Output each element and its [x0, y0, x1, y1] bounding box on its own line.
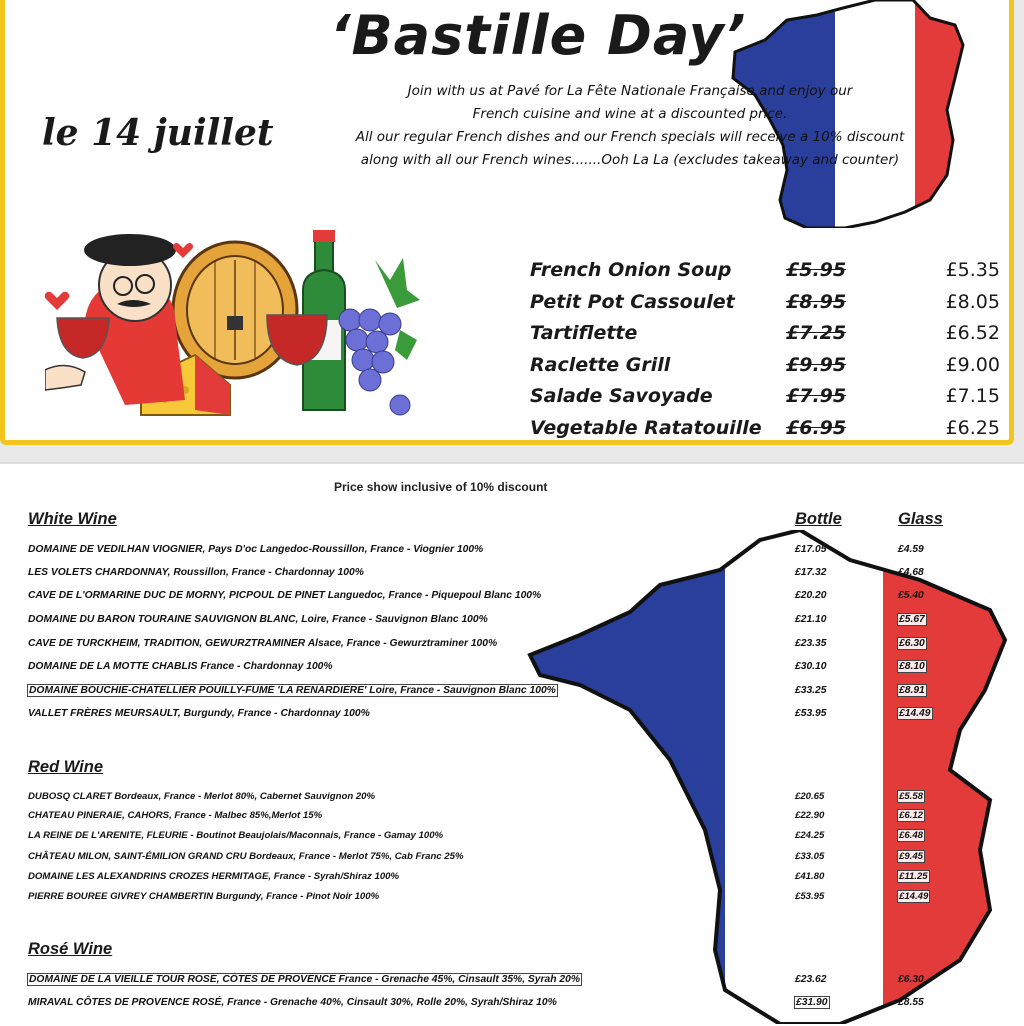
wine-name: CAVE DE L'ORMARINE DUC DE MORNY, PICPOUL DE PINET Languedoc, France - Piquepoul Blanc 100%	[28, 590, 542, 601]
glass-price: £5.67	[899, 614, 925, 625]
wine-row	[28, 544, 988, 562]
bottle-price: £33.25	[795, 685, 827, 696]
wine-row	[28, 708, 988, 726]
wine-row	[28, 590, 988, 608]
bottle-column-header: Bottle	[795, 510, 842, 528]
glass-price: £6.30	[899, 638, 925, 649]
dish-name: Vegetable Ratatouille	[530, 416, 762, 439]
dish-new-price: £6.52	[945, 322, 1000, 344]
wine-name: DOMAINE DU BARON TOURAINE SAUVIGNON BLANC, Loire, France - Sauvignon Blanc 100%	[28, 614, 488, 625]
dish-menu	[530, 259, 1000, 448]
bottle-price: £41.80	[795, 871, 825, 882]
bottle-price: £30.10	[795, 661, 827, 672]
bottle-price: £33.05	[795, 851, 825, 862]
glass-price: £5.58	[899, 791, 924, 802]
dish-row	[530, 322, 1000, 354]
bottle-price: £17.05	[795, 544, 827, 555]
wine-row	[28, 871, 988, 889]
bottle-price: £53.95	[795, 708, 827, 719]
wine-name: DUBOSQ CLARET Bordeaux, France - Merlot 80%, Cabernet Sauvignon 20%	[28, 791, 376, 802]
intro-line: along with all our French wines.......Ooh La La (excludes takeaway and counter)	[360, 152, 900, 168]
glass-price: £5.40	[898, 590, 924, 601]
wine-row	[28, 810, 988, 828]
glass-price: £14.49	[899, 891, 929, 902]
dish-new-price: £6.25	[945, 416, 1000, 439]
bottle-price: £21.10	[795, 614, 827, 625]
dish-name: Tartiflette	[530, 322, 638, 344]
glass-price: £14.49	[899, 708, 931, 719]
dish-old-price: £7.95	[786, 385, 847, 407]
heart-icon	[45, 292, 69, 310]
wine-row	[28, 638, 988, 656]
intro-text	[305, 80, 955, 172]
wine-row	[28, 851, 988, 869]
dish-old-price: £5.95	[786, 259, 847, 281]
dish-row	[530, 354, 1000, 386]
glass-price: £6.48	[899, 830, 924, 841]
wine-name: DOMAINE DE LA MOTTE CHABLIS France - Chardonnay 100%	[28, 661, 333, 672]
dish-name: Raclette Grill	[530, 353, 671, 376]
wine-row	[28, 974, 988, 992]
intro-line: Join with us at Pavé for La Fête Nationale Française and enjoy our	[407, 83, 853, 99]
glass-price: £6.12	[899, 810, 924, 821]
dish-row	[530, 259, 1000, 291]
dish-new-price: £9.00	[945, 353, 1000, 376]
wine-row	[28, 661, 988, 679]
wine-name: DOMAINE DE LA VIEILLE TOUR ROSÉ, CÔTES DE PROVENCE France - Grenache 45%, Cinsault 35%, Syrah 20%	[29, 974, 581, 985]
glass-price: £4.59	[898, 544, 924, 555]
dish-row	[530, 417, 1000, 449]
wine-row	[28, 567, 988, 585]
rose-wine-heading: Rosé Wine	[28, 940, 113, 958]
wine-name: VALLET FRÈRES MEURSAULT, Burgundy, France - Chardonnay 100%	[28, 708, 370, 719]
dish-old-price: £9.95	[786, 353, 847, 376]
wine-name: LES VOLETS CHARDONNAY, Roussillon, France - Chardonnay 100%	[28, 567, 364, 578]
page-title: ‘Bastille Day’	[330, 4, 747, 67]
wine-name: DOMAINE BOUCHIÉ-CHATELLIER POUILLY-FUMÉ 'LA RENARDIÈRE' Loire, France - Sauvignon Blanc 100%	[29, 685, 556, 696]
french-man-wine-cheese-illustration	[45, 220, 425, 425]
dish-old-price: £8.95	[786, 290, 847, 313]
glass-price: £8.91	[899, 685, 925, 696]
white-wine-heading: White Wine	[28, 510, 117, 528]
bottle-price: £23.35	[795, 638, 827, 649]
dish-old-price: £7.25	[786, 322, 847, 344]
heart-icon	[173, 243, 193, 258]
wine-name: MIRAVAL CÔTES DE PROVENCE ROSÉ, France - Grenache 40%, Cinsault 30%, Rolle 20%, Syrah/Shiraz 10%	[28, 997, 557, 1008]
glass-price: £6.30	[898, 974, 924, 985]
glass-price: £4.68	[898, 567, 924, 578]
bottle-price: £31.90	[796, 997, 828, 1008]
dish-new-price: £5.35	[945, 259, 1000, 281]
wine-name: CAVE DE TURCKHEIM, TRADITION, GEWURZTRAMINER Alsace, France - Gewurztraminer 100%	[28, 638, 498, 649]
dish-row	[530, 385, 1000, 417]
glass-price: £8.10	[899, 661, 925, 672]
wine-row	[28, 791, 988, 809]
dish-new-price: £7.15	[945, 385, 1000, 407]
wine-name: DOMAINE LES ALEXANDRINS CROZES HERMITAGE, France - Syrah/Shiraz 100%	[28, 871, 400, 882]
wine-name: LA REINE DE L'ARENITE, FLEURIE - Boutinot Beaujolais/Maconnais, France - Gamay 100%	[28, 830, 444, 841]
wine-name: CHATEAU PINERAIE, CAHORS, France - Malbec 85%,Merlot 15%	[28, 810, 323, 821]
intro-line: All our regular French dishes and our French specials will receive a 10% discount	[355, 129, 905, 145]
dish-new-price: £8.05	[945, 290, 1000, 313]
wine-name: PIERRE BOUREE GIVREY CHAMBERTIN Burgundy, France - Pinot Noir 100%	[28, 891, 380, 902]
grapes-icon	[339, 309, 410, 415]
dish-old-price: £6.95	[786, 416, 847, 439]
wine-row	[28, 830, 988, 848]
wine-row	[28, 891, 988, 909]
bottle-price: £20.20	[795, 590, 827, 601]
glass-price: £9.45	[899, 851, 924, 862]
bottle-price: £53.95	[795, 891, 825, 902]
bottle-price: £17.32	[795, 567, 827, 578]
dish-name: Salade Savoyade	[530, 385, 713, 407]
red-wine-heading: Red Wine	[28, 758, 104, 776]
glass-price: £11.25	[899, 871, 928, 882]
bottle-price: £20.65	[795, 791, 825, 802]
event-date: le 14 juillet	[42, 112, 274, 154]
wine-name: CHÂTEAU MILON, SAINT-ÉMILION GRAND CRU Bordeaux, France - Merlot 75%, Cab Franc 25%	[28, 851, 464, 862]
discount-note: Price show inclusive of 10% discount	[334, 480, 548, 494]
bottle-price: £24.25	[795, 830, 825, 841]
bottle-price: £23.62	[795, 974, 827, 985]
dish-name: Petit Pot Cassoulet	[530, 290, 735, 313]
glass-price: £8.55	[898, 997, 924, 1008]
wine-row	[28, 997, 988, 1015]
glass-column-header: Glass	[898, 510, 943, 528]
intro-line: French cuisine and wine at a discounted price.	[472, 106, 788, 122]
wine-name: DOMAINE DE VEDILHAN VIOGNIER, Pays D'oc Langedoc-Roussillon, France - Viognier 100%	[28, 544, 484, 555]
bottle-price: £22.90	[795, 810, 825, 821]
dish-row	[530, 291, 1000, 323]
wine-row	[28, 614, 988, 632]
wine-row	[28, 685, 988, 703]
dish-name: French Onion Soup	[530, 259, 732, 281]
